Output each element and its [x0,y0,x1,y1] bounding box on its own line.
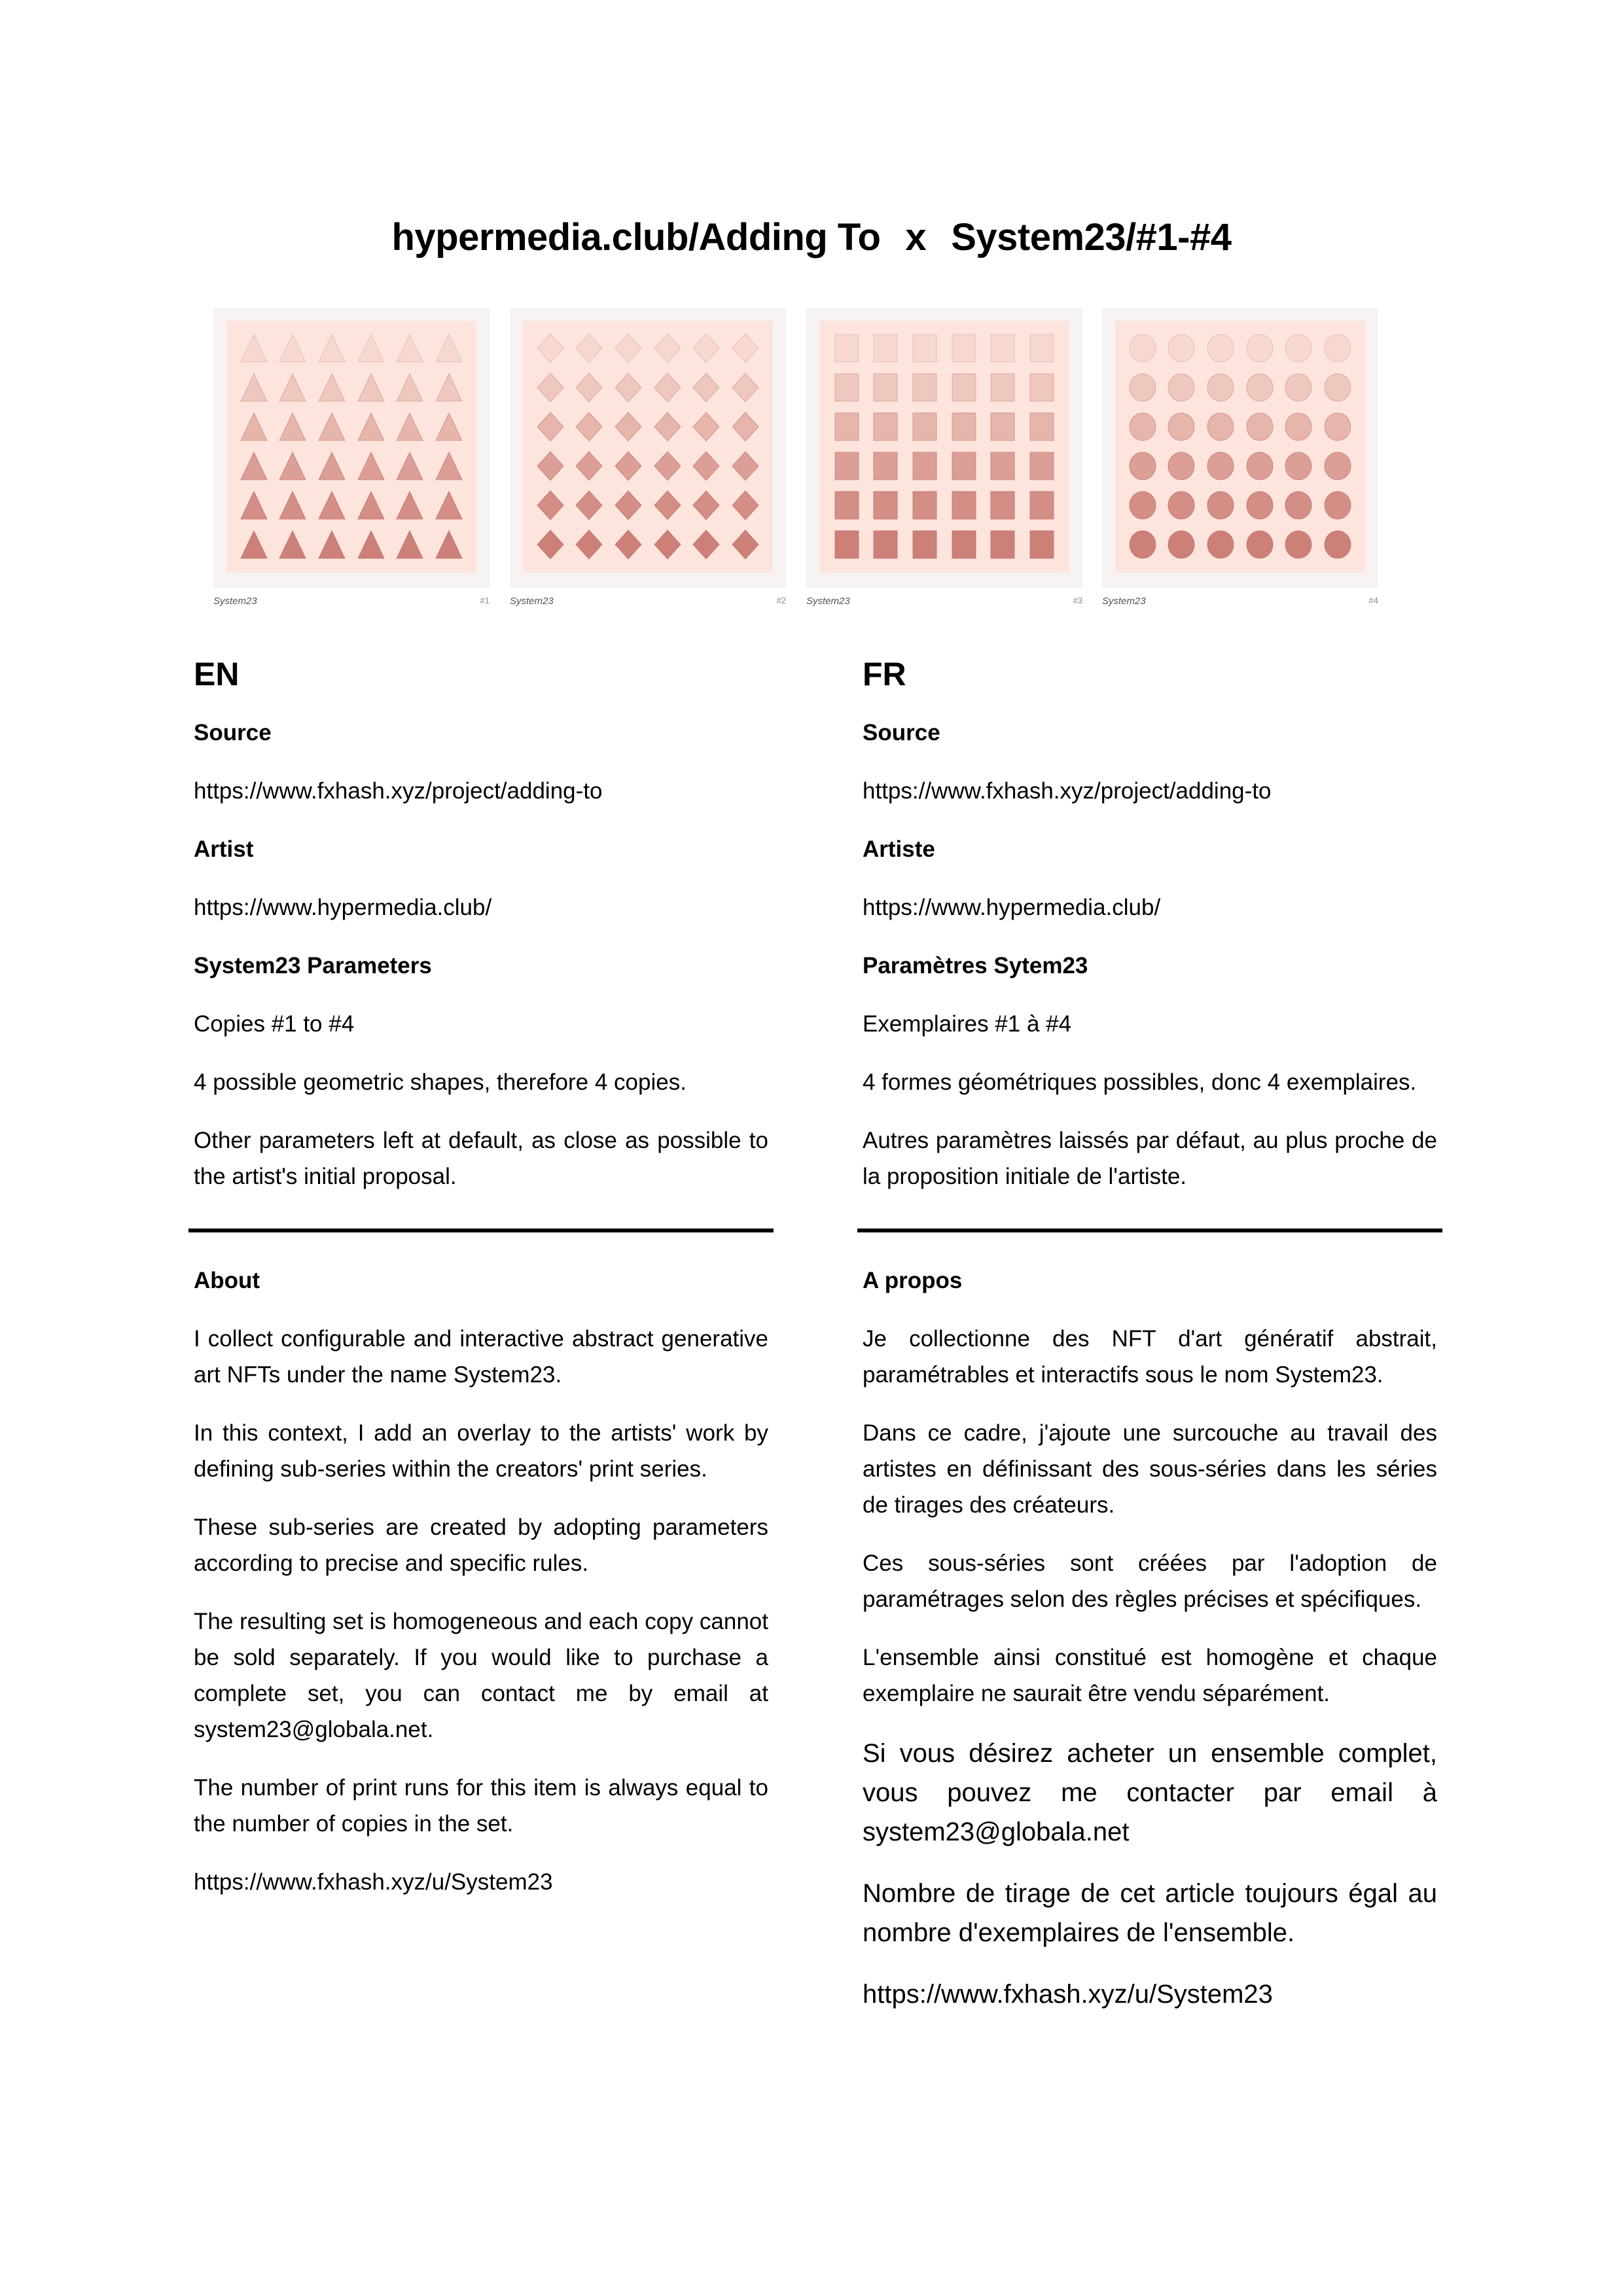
profile-link[interactable]: https://www.fxhash.xyz/u/System23 [194,1869,553,1895]
source-label: Source [863,720,940,745]
thumbnail-1[interactable] [213,308,490,615]
triangle-icon [236,526,272,563]
triangle-icon [431,487,467,524]
about-paragraph: Nombre de tirage de cet article toujours égal au nombre d'exemplaires de l'ensemble. [863,1879,1437,1947]
triangle-icon [313,369,350,406]
diamond-icon [610,408,647,445]
diamond-icon [571,369,608,406]
parameters-label: System23 Parameters [194,953,432,978]
circle-icon [1241,448,1278,484]
thumbnail-3[interactable] [806,308,1082,615]
source-link[interactable]: https://www.fxhash.xyz/project/adding-to [863,778,1272,804]
diamond-icon [571,408,608,445]
thumbnail-brand: System23 [1102,596,1146,607]
shape-grid [236,330,467,563]
triangle-icon [392,408,429,445]
circle-icon [1319,448,1356,484]
triangle-icon [236,448,272,484]
rectangle-icon [868,526,904,563]
circle-icon [1202,369,1239,406]
circle-icon [1124,448,1161,484]
thumbnail-brand: System23 [213,596,257,607]
artist-label: Artist [194,836,254,862]
diamond-icon [610,448,647,484]
triangle-icon [275,487,312,524]
french-column [863,655,1437,2036]
rectangle-icon [985,408,1022,445]
parameters-defaults: Autres paramètres laissés par défaut, au plus proche de la proposition initiale de l'artiste. [863,1128,1437,1189]
triangle-icon [353,408,389,445]
rectangle-icon [946,448,982,484]
rectangle-icon [829,330,865,367]
diamond-icon [727,526,764,563]
title-right: System23/#1-#4 [951,215,1232,259]
rectangle-icon [868,408,904,445]
circle-icon [1164,487,1200,524]
source-link[interactable]: https://www.fxhash.xyz/project/adding-to [194,778,603,804]
diamond-icon [727,369,764,406]
rectangle-icon [985,487,1022,524]
triangle-icon [313,526,350,563]
rectangle-icon [1024,487,1060,524]
shape-grid [532,330,764,563]
diamond-icon [727,408,764,445]
rectangle-icon [985,448,1022,484]
rectangle-icon [829,526,865,563]
about-paragraph: Je collectionne des NFT d'art génératif abstrait, paramétrables et interactifs sous le nom System23. [863,1326,1437,1388]
rectangle-icon [985,526,1022,563]
triangle-icon [392,526,429,563]
rectangle-icon [868,448,904,484]
triangle-icon [236,330,272,367]
diamond-icon [571,448,608,484]
triangle-icon [236,369,272,406]
diamond-icon [532,487,569,524]
thumbnail-frame [806,308,1082,588]
triangle-icon [353,330,389,367]
rectangle-icon [829,369,865,406]
artist-link[interactable]: https://www.hypermedia.club/ [863,895,1161,920]
parameters-defaults: Other parameters left at default, as close as possible to the artist's initial proposal. [194,1128,768,1189]
rectangle-icon [906,526,943,563]
rectangle-icon [906,330,943,367]
language-heading: FR [863,656,906,692]
rectangle-icon [829,487,865,524]
profile-link[interactable]: https://www.fxhash.xyz/u/System23 [863,1980,1273,2009]
triangle-icon [275,330,312,367]
rectangle-icon [868,487,904,524]
diamond-icon [532,330,569,367]
artist-label: Artiste [863,836,935,862]
rectangle-icon [946,330,982,367]
diamond-icon [571,487,608,524]
triangle-icon [353,487,389,524]
triangle-icon [431,408,467,445]
rectangle-icon [868,369,904,406]
about-paragraph: I collect configurable and interactive abstract generative art NFTs under the name System23. [194,1326,768,1388]
diamond-icon [688,330,725,367]
language-heading: EN [194,656,240,692]
triangle-icon [431,448,467,484]
circle-icon [1241,487,1278,524]
thumbnail-strip [213,308,1378,615]
circle-icon [1202,487,1239,524]
thumbnail-frame [1102,308,1378,588]
circle-icon [1319,526,1356,563]
artwork-paper [819,321,1069,573]
triangle-icon [392,330,429,367]
circle-icon [1124,526,1161,563]
parameters-label: Paramètres Sytem23 [863,953,1088,978]
diamond-icon [649,369,686,406]
thumbnail-brand: System23 [806,596,850,607]
diamond-icon [532,448,569,484]
diamond-icon [649,408,686,445]
rectangle-icon [946,408,982,445]
section-divider [857,1229,1442,1232]
circle-icon [1241,526,1278,563]
diamond-icon [610,369,647,406]
diamond-icon [688,487,725,524]
diamond-icon [688,526,725,563]
shape-grid [1124,330,1356,563]
thumbnail-number: #4 [1368,596,1378,605]
circle-icon [1319,408,1356,445]
rectangle-icon [906,448,943,484]
rectangle-icon [985,330,1022,367]
triangle-icon [431,526,467,563]
diamond-icon [649,487,686,524]
page-title [0,215,1623,259]
about-paragraph: Ces sous-séries sont créées par l'adoption de paramétrages selon des règles précises et spécifiques. [863,1551,1437,1612]
rectangle-icon [985,369,1022,406]
diamond-icon [727,330,764,367]
diamond-icon [571,526,608,563]
thumbnail-brand: System23 [510,596,554,607]
title-separator: x [905,215,927,259]
triangle-icon [353,526,389,563]
diamond-icon [688,408,725,445]
english-column [194,655,768,1922]
circle-icon [1281,526,1317,563]
diamond-icon [649,448,686,484]
triangle-icon [392,369,429,406]
circle-icon [1281,487,1317,524]
rectangle-icon [1024,330,1060,367]
parameters-copies: Copies #1 to #4 [194,1011,355,1037]
circle-icon [1124,487,1161,524]
diamond-icon [532,526,569,563]
triangle-icon [353,448,389,484]
rectangle-icon [906,408,943,445]
circle-icon [1202,330,1239,367]
rectangle-icon [906,369,943,406]
circle-icon [1164,369,1200,406]
rectangle-icon [1024,526,1060,563]
circle-icon [1241,369,1278,406]
triangle-icon [313,448,350,484]
triangle-icon [431,369,467,406]
circle-icon [1281,369,1317,406]
rectangle-icon [1024,408,1060,445]
triangle-icon [275,408,312,445]
rectangle-icon [868,330,904,367]
triangle-icon [392,487,429,524]
circle-icon [1319,487,1356,524]
circle-icon [1202,408,1239,445]
circle-icon [1319,369,1356,406]
parameters-shapes: 4 formes géométriques possibles, donc 4 exemplaires. [863,1069,1417,1095]
rectangle-icon [946,526,982,563]
circle-icon [1164,448,1200,484]
diamond-icon [610,526,647,563]
triangle-icon [275,526,312,563]
circle-icon [1319,330,1356,367]
thumbnail-2[interactable] [510,308,786,615]
parameters-shapes: 4 possible geometric shapes, therefore 4 copies. [194,1069,687,1095]
thumbnail-number: #1 [480,596,490,605]
about-paragraph: The resulting set is homogeneous and each copy cannot be sold separately. If you would like to purchase a complete set, you can contact me by email at system23@globala.net. [194,1609,768,1742]
title-left: hypermedia.club/Adding To [391,215,881,259]
triangle-icon [353,369,389,406]
rectangle-icon [829,448,865,484]
triangle-icon [275,448,312,484]
about-paragraph: Dans ce cadre, j'ajoute une surcouche au travail des artistes en définissant des sous-séries dans les séries de tirages des créateurs. [863,1420,1437,1518]
about-paragraph: In this context, I add an overlay to the artists' work by defining sub-series within the creators' print series. [194,1420,768,1482]
artwork-paper [523,321,773,573]
diamond-icon [688,369,725,406]
triangle-icon [313,330,350,367]
about-paragraph: Si vous désirez acheter un ensemble complet, vous pouvez me contacter par email à system23@globala.net [863,1739,1437,1846]
triangle-icon [313,487,350,524]
artwork-paper [226,321,476,573]
circle-icon [1281,330,1317,367]
section-divider [188,1229,774,1232]
artist-link[interactable]: https://www.hypermedia.club/ [194,895,492,920]
rectangle-icon [1024,369,1060,406]
diamond-icon [649,526,686,563]
circle-icon [1241,330,1278,367]
circle-icon [1164,330,1200,367]
shape-grid [829,330,1060,563]
thumbnail-number: #3 [1073,596,1082,605]
circle-icon [1241,408,1278,445]
rectangle-icon [829,408,865,445]
diamond-icon [727,448,764,484]
thumbnail-frame [510,308,786,588]
circle-icon [1281,448,1317,484]
circle-icon [1164,526,1200,563]
diamond-icon [532,369,569,406]
triangle-icon [236,487,272,524]
triangle-icon [236,408,272,445]
about-paragraph: The number of print runs for this item is always equal to the number of copies in the set. [194,1775,768,1837]
circle-icon [1124,408,1161,445]
triangle-icon [275,369,312,406]
circle-icon [1202,526,1239,563]
about-paragraph: These sub-series are created by adopting parameters according to precise and specific rules. [194,1515,768,1576]
parameters-copies: Exemplaires #1 à #4 [863,1011,1072,1037]
circle-icon [1124,369,1161,406]
circle-icon [1164,408,1200,445]
about-label: About [194,1268,260,1293]
circle-icon [1124,330,1161,367]
diamond-icon [649,330,686,367]
triangle-icon [313,408,350,445]
about-paragraph: L'ensemble ainsi constitué est homogène et chaque exemplaire ne saurait être vendu séparément. [863,1645,1437,1706]
diamond-icon [727,487,764,524]
diamond-icon [571,330,608,367]
artwork-paper [1115,321,1365,573]
diamond-icon [532,408,569,445]
thumbnail-4[interactable] [1102,308,1378,615]
thumbnail-frame [213,308,490,588]
about-label: A propos [863,1268,963,1293]
rectangle-icon [1024,448,1060,484]
rectangle-icon [906,487,943,524]
diamond-icon [688,448,725,484]
circle-icon [1202,448,1239,484]
source-label: Source [194,720,272,745]
rectangle-icon [946,487,982,524]
triangle-icon [431,330,467,367]
diamond-icon [610,330,647,367]
thumbnail-number: #2 [776,596,786,605]
rectangle-icon [946,369,982,406]
diamond-icon [610,487,647,524]
circle-icon [1281,408,1317,445]
triangle-icon [392,448,429,484]
